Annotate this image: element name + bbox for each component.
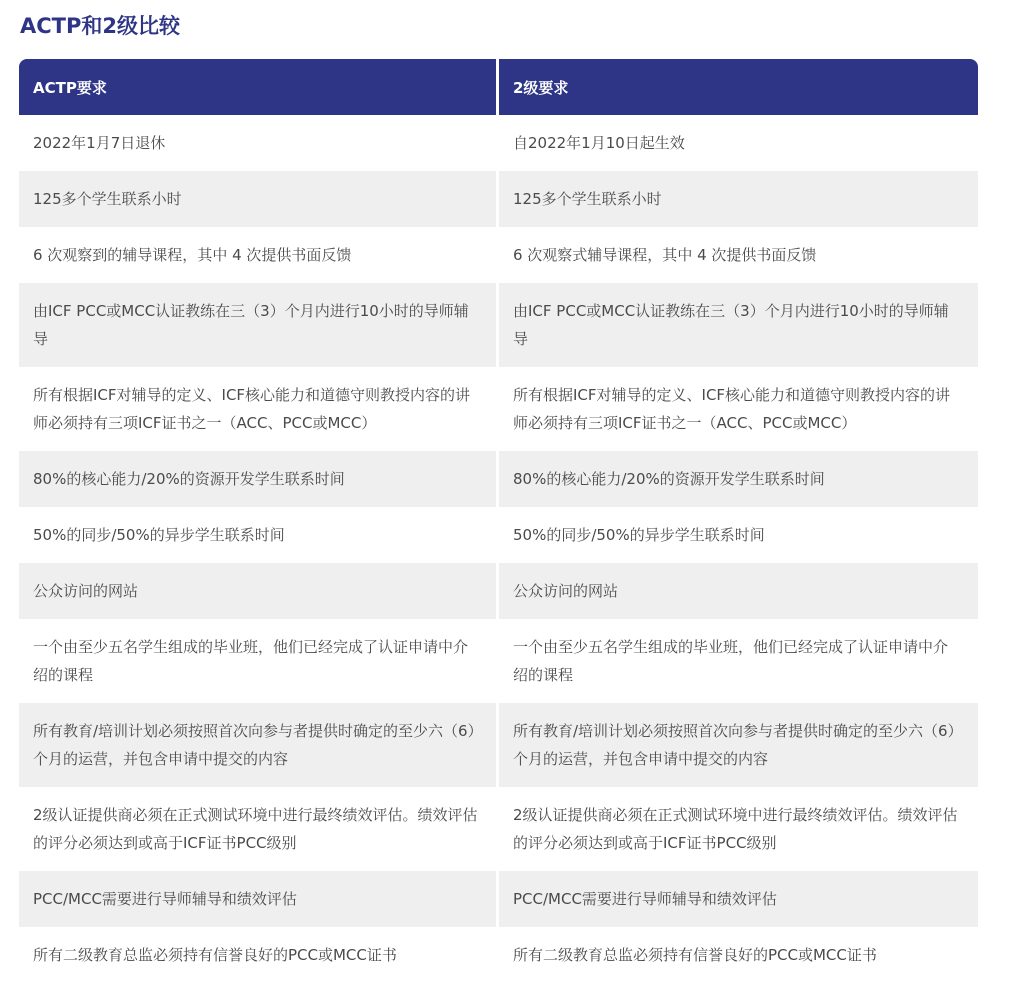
actp-cell: 由ICF PCC或MCC认证教练在三（3）个月内进行10小时的导师辅导 <box>19 283 499 367</box>
actp-cell: 2022年1月7日退休 <box>19 115 499 171</box>
actp-cell: 2级认证提供商必须在正式测试环境中进行最终绩效评估。绩效评估的评分必须达到或高于ICF证书PCC级别 <box>19 787 499 871</box>
level2-cell: 一个由至少五名学生组成的毕业班，他们已经完成了认证申请中介绍的课程 <box>499 619 978 703</box>
table-header-row <box>19 59 978 115</box>
level2-cell: 公众访问的网站 <box>499 563 978 619</box>
table-row <box>19 451 978 507</box>
table-row <box>19 619 978 703</box>
table-row <box>19 703 978 787</box>
table-row <box>19 871 978 927</box>
level2-cell: 所有根据ICF对辅导的定义、ICF核心能力和道德守则教授内容的讲师必须持有三项ICF证书之一（ACC、PCC或MCC） <box>499 367 978 451</box>
comparison-table <box>19 59 978 983</box>
table-row <box>19 927 978 983</box>
actp-cell: 公众访问的网站 <box>19 563 499 619</box>
actp-cell: 6 次观察到的辅导课程，其中 4 次提供书面反馈 <box>19 227 499 283</box>
actp-cell: PCC/MCC需要进行导师辅导和绩效评估 <box>19 871 499 927</box>
level2-cell: 所有教育/培训计划必须按照首次向参与者提供时确定的至少六（6）个月的运营，并包含申请中提交的内容 <box>499 703 978 787</box>
table-row <box>19 115 978 171</box>
actp-cell: 80%的核心能力/20%的资源开发学生联系时间 <box>19 451 499 507</box>
level2-cell: 6 次观察式辅导课程，其中 4 次提供书面反馈 <box>499 227 978 283</box>
table-row <box>19 227 978 283</box>
header-actp-requirements: ACTP要求 <box>19 59 499 115</box>
level2-cell: PCC/MCC需要进行导师辅导和绩效评估 <box>499 871 978 927</box>
level2-cell: 2级认证提供商必须在正式测试环境中进行最终绩效评估。绩效评估的评分必须达到或高于ICF证书PCC级别 <box>499 787 978 871</box>
actp-cell: 50%的同步/50%的异步学生联系时间 <box>19 507 499 563</box>
table-row <box>19 787 978 871</box>
actp-cell: 所有教育/培训计划必须按照首次向参与者提供时确定的至少六（6）个月的运营，并包含申请中提交的内容 <box>19 703 499 787</box>
level2-cell: 所有二级教育总监必须持有信誉良好的PCC或MCC证书 <box>499 927 978 983</box>
header-level2-requirements: 2级要求 <box>499 59 978 115</box>
actp-cell: 所有二级教育总监必须持有信誉良好的PCC或MCC证书 <box>19 927 499 983</box>
page-title: ACTP和2级比较 <box>20 14 180 38</box>
table-row <box>19 367 978 451</box>
level2-cell: 125多个学生联系小时 <box>499 171 978 227</box>
level2-cell: 自2022年1月10日起生效 <box>499 115 978 171</box>
level2-cell: 80%的核心能力/20%的资源开发学生联系时间 <box>499 451 978 507</box>
actp-cell: 一个由至少五名学生组成的毕业班，他们已经完成了认证申请中介绍的课程 <box>19 619 499 703</box>
table-row <box>19 283 978 367</box>
table-row <box>19 507 978 563</box>
actp-cell: 125多个学生联系小时 <box>19 171 499 227</box>
table-row <box>19 171 978 227</box>
table-row <box>19 563 978 619</box>
level2-cell: 50%的同步/50%的异步学生联系时间 <box>499 507 978 563</box>
actp-cell: 所有根据ICF对辅导的定义、ICF核心能力和道德守则教授内容的讲师必须持有三项ICF证书之一（ACC、PCC或MCC） <box>19 367 499 451</box>
level2-cell: 由ICF PCC或MCC认证教练在三（3）个月内进行10小时的导师辅导 <box>499 283 978 367</box>
